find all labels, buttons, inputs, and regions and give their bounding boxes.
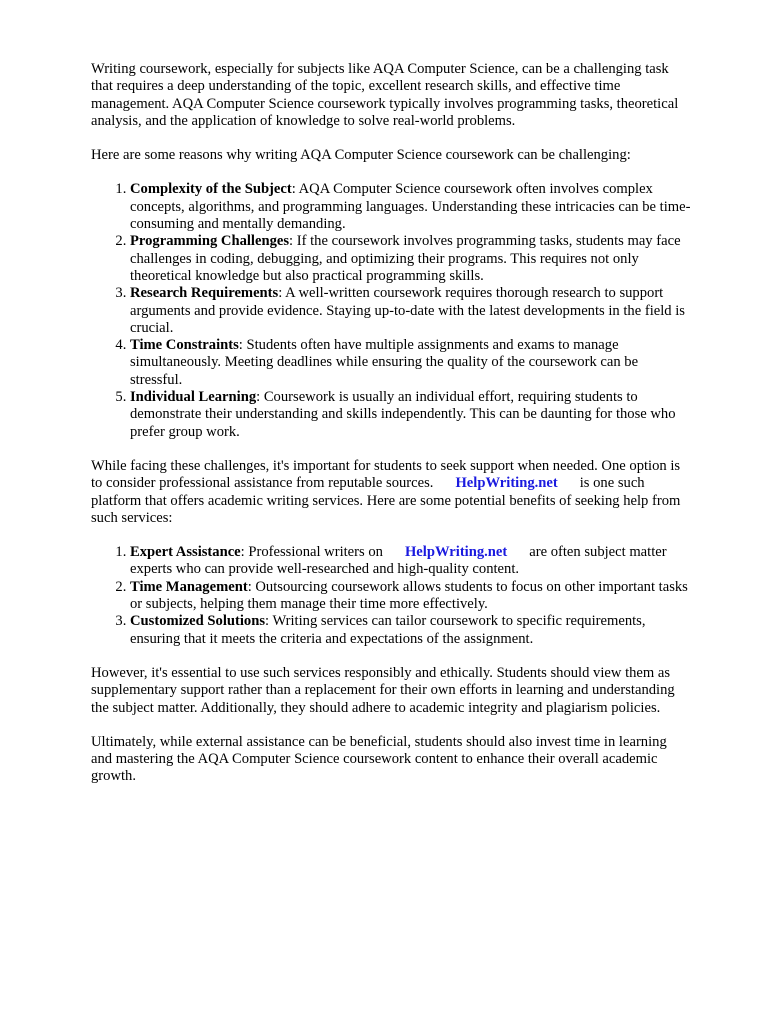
support-text-before: While facing these challenges, it's important for students to seek support when needed. One option is to consider professional assistance from reputable sources. xyxy=(91,457,681,492)
support-text-after: is one such platform that offers academic writing services. Here are some potential benefits of seeking help from such services: xyxy=(91,475,681,526)
list-item-text: : Students often have multiple assignments and exams to manage simultaneously. Meeting deadlines while ensuring the quality of the coursework can be stressful. xyxy=(130,337,639,388)
reasons-lead: Here are some reasons why writing AQA Computer Science coursework can be challenging: xyxy=(91,147,631,164)
helpwriting-link[interactable]: HelpWriting.net xyxy=(455,475,558,492)
intro-paragraph: Writing coursework, especially for subjects like AQA Computer Science, can be a challenging task that requires a deep understanding of the topic, excellent research skills, and effective time management. AQA Computer Science coursework typically involves programming tasks, theoretical analysis, and the application of knowledge to solve real-world problems. xyxy=(91,61,679,129)
list-item xyxy=(130,389,691,441)
list-item xyxy=(130,544,691,579)
benefits-list xyxy=(91,544,691,648)
list-item-text: : Outsourcing coursework allows students to focus on other important tasks or subjects, helping them manage their time more effectively. xyxy=(130,578,688,613)
list-item-term: Research Requirements xyxy=(130,285,279,302)
list-item-term: Programming Challenges xyxy=(130,233,290,250)
list-item xyxy=(130,613,691,648)
list-item-text: : AQA Computer Science coursework often involves complex concepts, algorithms, and programming languages. Understanding these intricacies can be time-consuming and mentally demanding. xyxy=(130,181,691,233)
list-item-term: Customized Solutions xyxy=(130,613,266,630)
conclusion-paragraph: Ultimately, while external assistance can be beneficial, students should also invest time in learning and mastering the AQA Computer Science coursework content to enhance their overall academic growth. xyxy=(91,733,667,785)
document-body xyxy=(91,61,691,803)
list-item-term: Individual Learning xyxy=(130,389,257,406)
support-paragraph xyxy=(91,458,691,527)
list-item xyxy=(130,579,691,614)
list-item-term: Time Management xyxy=(130,578,248,595)
list-item-text: are often subject matter experts who can provide well-researched and high-quality content. xyxy=(130,544,667,578)
list-item-term: Expert Assistance xyxy=(130,544,241,561)
responsible-use-paragraph: However, it's essential to use such services responsibly and ethically. Students should view them as supplementary support rather than a replacement for their own efforts in learning and understanding the subject matter. Additionally, they should adhere to academic integrity and plagiarism policies. xyxy=(91,664,675,716)
list-item-term: Complexity of the Subject xyxy=(130,181,292,198)
list-item xyxy=(130,181,691,233)
list-item-text: : Professional writers on xyxy=(240,544,383,561)
list-item-term: Time Constraints xyxy=(130,337,239,354)
list-item xyxy=(130,337,691,389)
list-item-text: : Coursework is usually an individual effort, requiring students to demonstrate their understanding and skills independently. This can be daunting for those who prefer group work. xyxy=(130,389,676,440)
list-item xyxy=(130,285,691,337)
list-item-text: : A well-written coursework requires thorough research to support arguments and provide evidence. Staying up-to-date with the latest developments in the field is crucial. xyxy=(130,285,685,336)
list-item-text: : If the coursework involves programming tasks, students may face challenges in coding, debugging, and optimizing their programs. This requires not only theoretical knowledge but also practical programming skills. xyxy=(130,233,681,284)
list-item xyxy=(130,233,691,285)
helpwriting-link[interactable]: HelpWriting.net xyxy=(404,544,508,561)
reasons-list xyxy=(91,181,691,440)
list-item-text: : Writing services can tailor coursework to specific requirements, ensuring that it meets the criteria and expectations of the assignment. xyxy=(130,613,646,647)
